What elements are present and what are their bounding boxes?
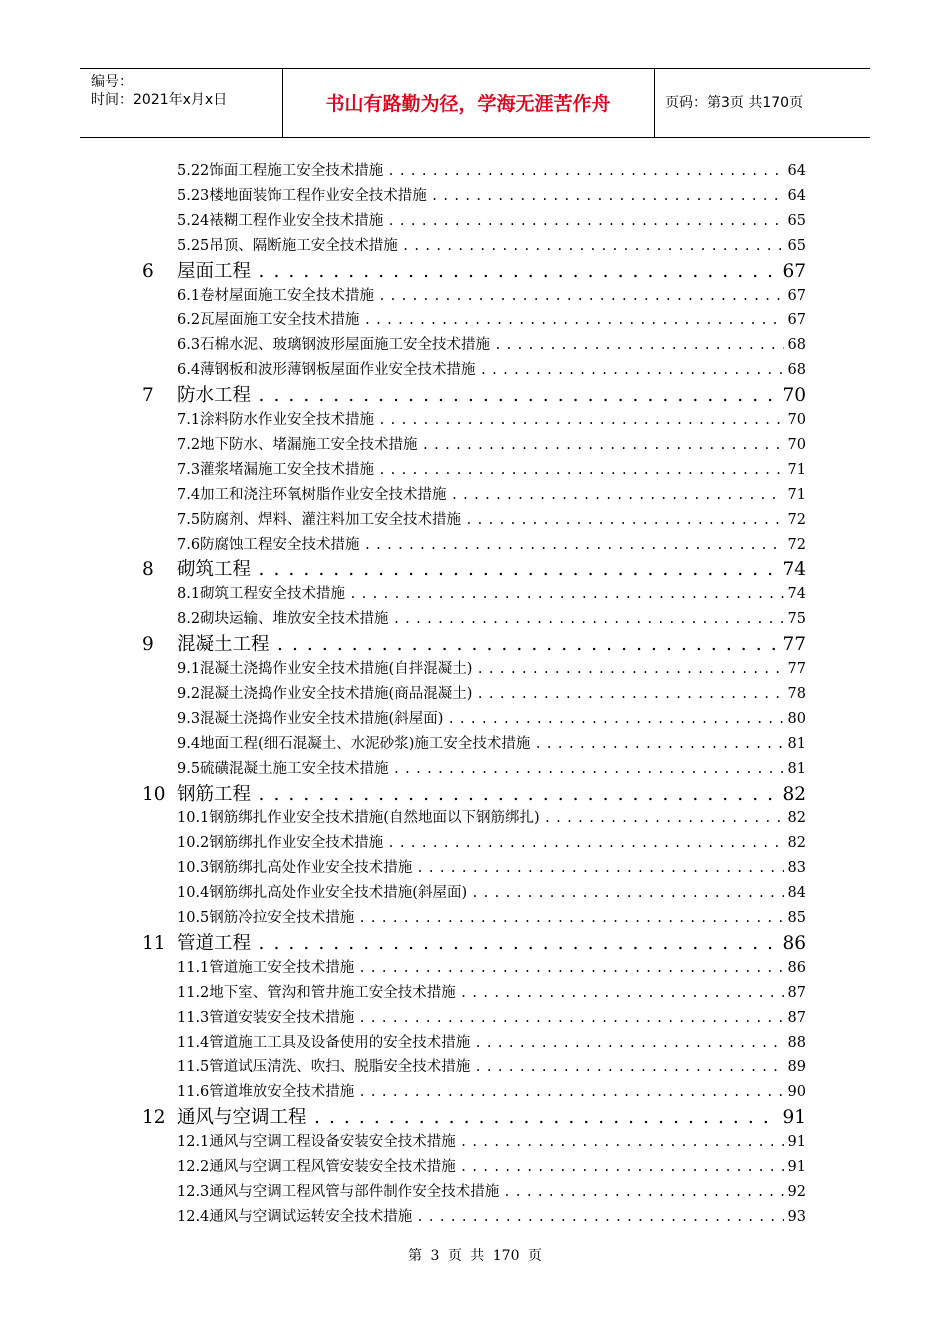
toc-page-number: 82 — [779, 782, 806, 807]
toc-entry-title: 7.4加工和浇注环氧树脂作业安全技术措施 . . . — [177, 483, 784, 508]
toc-entry-title: 通风与空调工程 . . . — [177, 1105, 784, 1130]
toc-section-entry[interactable] — [0, 757, 950, 782]
toc-section-entry[interactable] — [0, 433, 950, 458]
toc-entry-title: 管道工程 . . . — [177, 931, 784, 956]
toc-entry-title: 5.22饰面工程施工安全技术措施 . . . — [177, 159, 784, 184]
toc-entry-title: 6.1卷材屋面施工安全技术措施 . . . — [177, 284, 784, 309]
toc-chapter-number: 9 — [142, 634, 154, 656]
toc-page-number: 80 — [785, 707, 806, 732]
toc-entry-title: 8.2砌块运输、堆放安全技术措施 . . . — [177, 607, 784, 632]
toc-section-entry[interactable] — [0, 1006, 950, 1031]
toc-section-entry[interactable] — [0, 881, 950, 906]
toc-entry-title: 混凝土工程 . . . — [177, 632, 784, 657]
toc-entry-title: 10.5钢筋冷拉安全技术措施 . . . — [177, 906, 784, 931]
toc-section-entry[interactable] — [0, 707, 950, 732]
toc-section-entry[interactable] — [0, 284, 950, 309]
header-motto-cell — [282, 69, 655, 137]
toc-section-entry[interactable] — [0, 732, 950, 757]
toc-page-number: 74 — [785, 582, 806, 607]
toc-entry-title: 6.2瓦屋面施工安全技术措施 . . . — [177, 308, 784, 333]
toc-page-number: 81 — [785, 757, 806, 782]
toc-entry-title: 6.4薄钢板和波形薄钢板屋面作业安全技术措施 . . . — [177, 358, 784, 383]
toc-section-entry[interactable] — [0, 582, 950, 607]
toc-section-entry[interactable] — [0, 806, 950, 831]
toc-entry-title: 屋面工程 . . . — [177, 259, 784, 284]
toc-section-entry[interactable] — [0, 483, 950, 508]
toc-entry-title: 11.6管道堆放安全技术措施 . . . — [177, 1080, 784, 1105]
toc-page-number: 72 — [785, 508, 806, 533]
toc-entry-title: 11.3管道安装安全技术措施 . . . — [177, 1006, 784, 1031]
toc-entry-title: 9.4地面工程(细石混凝土、水泥砂浆)施工安全技术措施 . . . — [177, 732, 784, 757]
toc-page-number: 86 — [785, 956, 806, 981]
toc-entry-title: 5.25吊顶、隔断施工安全技术措施 . . . — [177, 234, 784, 259]
toc-page-number: 90 — [785, 1080, 806, 1105]
toc-page-number: 78 — [785, 682, 806, 707]
toc-section-entry[interactable] — [0, 981, 950, 1006]
toc-chapter-entry[interactable] — [0, 259, 950, 284]
toc-page-number: 71 — [785, 483, 806, 508]
toc-page-number: 85 — [785, 906, 806, 931]
toc-section-entry[interactable] — [0, 458, 950, 483]
toc-section-entry[interactable] — [0, 607, 950, 632]
toc-entry-title: 10.4钢筋绑扎高处作业安全技术措施(斜屋面) . . . — [177, 881, 784, 906]
toc-entry-title: 12.3通风与空调工程风管与部件制作安全技术措施 . . . — [177, 1180, 784, 1205]
toc-page-number: 68 — [785, 333, 806, 358]
toc-section-entry[interactable] — [0, 234, 950, 259]
toc-entry-title: 7.6防腐蚀工程安全技术措施 . . . — [177, 533, 784, 558]
toc-page-number: 70 — [785, 408, 806, 433]
toc-section-entry[interactable] — [0, 1155, 950, 1180]
toc-chapter-number: 11 — [142, 932, 166, 954]
toc-page-number: 91 — [779, 1105, 806, 1130]
toc-page-number: 75 — [785, 607, 806, 632]
toc-section-entry[interactable] — [0, 1205, 950, 1230]
toc-section-entry[interactable] — [0, 956, 950, 981]
toc-entry-title: 9.1混凝土浇捣作业安全技术措施(自拌混凝土) . . . — [177, 657, 784, 682]
toc-page-number: 86 — [779, 931, 806, 956]
toc-entry-title: 12.4通风与空调试运转安全技术措施 . . . — [177, 1205, 784, 1230]
toc-page-number: 88 — [785, 1031, 806, 1056]
toc-chapter-number: 6 — [142, 260, 154, 282]
toc-entry-title: 砌筑工程 . . . — [177, 557, 784, 582]
toc-section-entry[interactable] — [0, 209, 950, 234]
toc-page-number: 87 — [785, 1006, 806, 1031]
toc-page-number: 67 — [779, 259, 806, 284]
toc-page-number: 91 — [785, 1130, 806, 1155]
toc-page-number: 93 — [785, 1205, 806, 1230]
number-label: 编号： — [91, 74, 133, 90]
toc-entry-title: 7.5防腐剂、焊料、灌注料加工安全技术措施 . . . — [177, 508, 784, 533]
toc-section-entry[interactable] — [0, 333, 950, 358]
toc-section-entry[interactable] — [0, 1031, 950, 1056]
toc-page-number: 68 — [785, 358, 806, 383]
toc-entry-title: 7.2地下防水、堵漏施工安全技术措施 . . . — [177, 433, 784, 458]
toc-section-entry[interactable] — [0, 1130, 950, 1155]
toc-entry-title: 钢筋工程 . . . — [177, 782, 784, 807]
toc-page-number: 87 — [785, 981, 806, 1006]
toc-page-number: 84 — [785, 881, 806, 906]
toc-page-number: 82 — [785, 831, 806, 856]
toc-page-number: 81 — [785, 732, 806, 757]
motto-text: 书山有路勤为径，学海无涯苦作舟 — [325, 93, 611, 115]
toc-chapter-entry[interactable] — [0, 1105, 950, 1130]
toc-page-number: 92 — [785, 1180, 806, 1205]
toc-page-number: 91 — [785, 1155, 806, 1180]
toc-section-entry[interactable] — [0, 831, 950, 856]
toc-chapter-entry[interactable] — [0, 383, 950, 408]
toc-page-number: 67 — [785, 308, 806, 333]
date-label: 时间：2021年x月x日 — [91, 92, 228, 108]
page-footer: 第 3 页 共 170 页 — [408, 1248, 542, 1264]
toc-page-number: 64 — [785, 159, 806, 184]
toc-chapter-number: 10 — [142, 783, 166, 805]
toc-entry-title: 防水工程 . . . — [177, 383, 784, 408]
toc-page-number: 72 — [785, 533, 806, 558]
toc-entry-title: 7.1涂料防水作业安全技术措施 . . . — [177, 408, 784, 433]
toc-chapter-entry[interactable] — [0, 931, 950, 956]
toc-section-entry[interactable] — [0, 1080, 950, 1105]
toc-section-entry[interactable] — [0, 308, 950, 333]
toc-page-number: 65 — [785, 209, 806, 234]
toc-entry-title: 6.3石棉水泥、玻璃钢波形屋面施工安全技术措施 . . . — [177, 333, 784, 358]
toc-chapter-number: 8 — [142, 559, 154, 581]
toc-page-number: 70 — [779, 383, 806, 408]
toc-section-entry[interactable] — [0, 856, 950, 881]
toc-entry-title: 5.23楼地面装饰工程作业安全技术措施 . . . — [177, 184, 784, 209]
toc-section-entry[interactable] — [0, 159, 950, 184]
toc-entry-title: 10.2钢筋绑扎作业安全技术措施 . . . — [177, 831, 784, 856]
toc-entry-title: 10.1钢筋绑扎作业安全技术措施(自然地面以下钢筋绑扎) . . . — [177, 806, 784, 831]
toc-chapter-entry[interactable] — [0, 782, 950, 807]
header-page-cell — [655, 69, 870, 137]
toc-entry-title: 11.5管道试压清洗、吹扫、脱脂安全技术措施 . . . — [177, 1055, 784, 1080]
toc-page-number: 89 — [785, 1055, 806, 1080]
toc-page-number: 83 — [785, 856, 806, 881]
toc-section-entry[interactable] — [0, 1055, 950, 1080]
toc-entry-title: 11.1管道施工安全技术措施 . . . — [177, 956, 784, 981]
toc-entry-title: 11.4管道施工工具及设备使用的安全技术措施 . . . — [177, 1031, 784, 1056]
toc-chapter-number: 7 — [142, 385, 154, 407]
toc-section-entry[interactable] — [0, 408, 950, 433]
toc-entry-title: 9.5硫磺混凝土施工安全技术措施 . . . — [177, 757, 784, 782]
header-meta-cell — [80, 69, 283, 137]
toc-entry-title: 9.3混凝土浇捣作业安全技术措施(斜屋面) . . . — [177, 707, 784, 732]
toc-page-number: 82 — [785, 806, 806, 831]
toc-section-entry[interactable] — [0, 508, 950, 533]
header-page-label: 页码：第3页 共170页 — [665, 95, 804, 111]
toc-section-entry[interactable] — [0, 533, 950, 558]
toc-page-number: 71 — [785, 458, 806, 483]
toc-page-number: 65 — [785, 234, 806, 259]
toc-entry-title: 12.2通风与空调工程风管安装安全技术措施 . . . — [177, 1155, 784, 1180]
toc-entry-title: 7.3灌浆堵漏施工安全技术措施 . . . — [177, 458, 784, 483]
toc-section-entry[interactable] — [0, 906, 950, 931]
toc-section-entry[interactable] — [0, 358, 950, 383]
toc-chapter-number: 12 — [142, 1107, 166, 1129]
toc-page-number: 70 — [785, 433, 806, 458]
toc-chapter-entry[interactable] — [0, 557, 950, 582]
toc-page-number: 64 — [785, 184, 806, 209]
toc-entry-title: 10.3钢筋绑扎高处作业安全技术措施 . . . — [177, 856, 784, 881]
toc-section-entry[interactable] — [0, 682, 950, 707]
toc-page-number: 77 — [779, 632, 806, 657]
toc-section-entry[interactable] — [0, 657, 950, 682]
toc-page-number: 67 — [785, 284, 806, 309]
toc-page-number: 74 — [779, 557, 806, 582]
toc-entry-title: 5.24裱糊工程作业安全技术措施 . . . — [177, 209, 784, 234]
toc-entry-title: 9.2混凝土浇捣作业安全技术措施(商品混凝土) . . . — [177, 682, 784, 707]
toc-section-entry[interactable] — [0, 184, 950, 209]
toc-entry-title: 11.2地下室、管沟和管井施工安全技术措施 . . . — [177, 981, 784, 1006]
toc-chapter-entry[interactable] — [0, 632, 950, 657]
toc-page-number: 77 — [785, 657, 806, 682]
toc-entry-title: 8.1砌筑工程安全技术措施 . . . — [177, 582, 784, 607]
document-header — [80, 68, 870, 138]
toc-section-entry[interactable] — [0, 1180, 950, 1205]
toc-entry-title: 12.1通风与空调工程设备安装安全技术措施 . . . — [177, 1130, 784, 1155]
